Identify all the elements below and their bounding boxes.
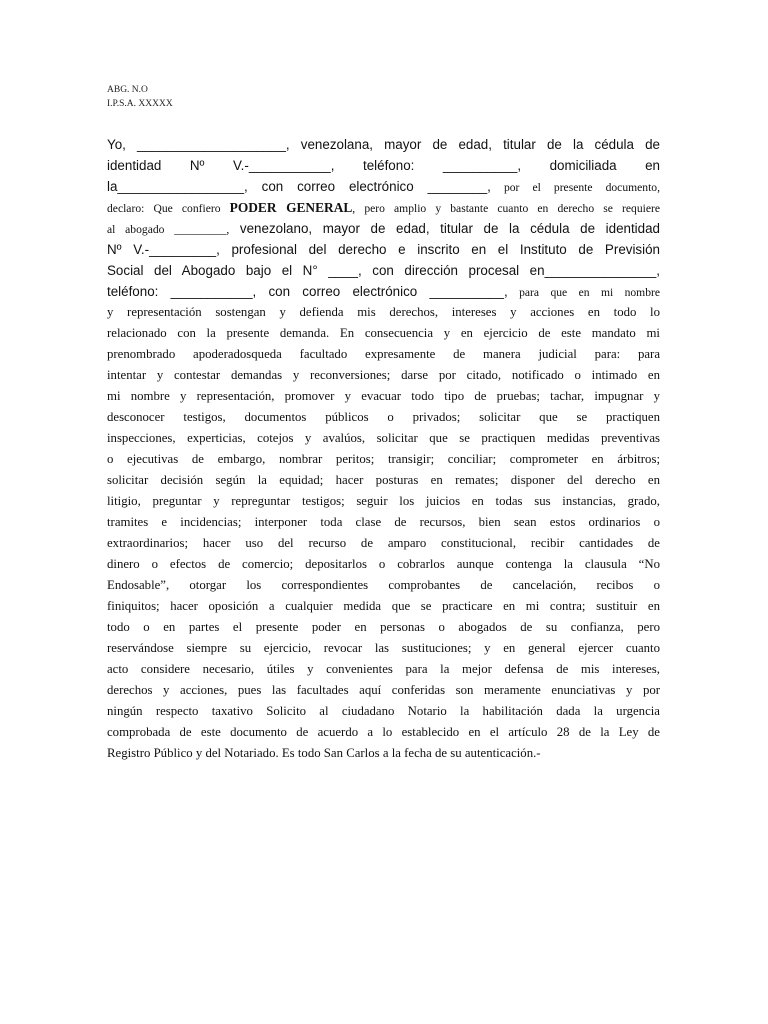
body-line: todo o en partes el presente poder en personas o abogados de su confianza, pero (107, 620, 660, 634)
body-line (107, 176, 660, 197)
body-line (107, 218, 660, 239)
body-line: derechos y acciones, pues las facultades aquí conferidas son meramente enunciativas y por (107, 683, 660, 697)
body-line: reservándose siempre su ejercicio, revocar las sustituciones; y en general ejercer cuanto (107, 641, 660, 655)
body-line: Social del Abogado bajo el N° ____, con dirección procesal en_______________, (107, 263, 660, 278)
body-line: prenombrado apoderadosqueda facultado expresamente de manera judicial para: para (107, 347, 660, 361)
body-line-part: declaro: Que confiero (107, 202, 230, 215)
document-body (107, 134, 660, 764)
body-line: relacionado con la presente demanda. En consecuencia y en ejercicio de este mandato mi (107, 326, 660, 340)
body-line: finiquitos; hacer oposición a cualquier medida que se practicare en mi contra; sustituir en (107, 599, 660, 613)
body-line-final: Registro Público y del Notariado. Es todo San Carlos a la fecha de su autenticación.- (107, 746, 541, 760)
body-line (107, 197, 660, 218)
body-line: tramites e incidencias; interponer toda clase de recursos, bien sean estos ordinarios o (107, 515, 660, 529)
body-line: o ejecutivas de embargo, nombrar peritos; transigir; conciliar; comprometer en árbitros; (107, 452, 660, 466)
body-line (107, 281, 660, 302)
document-header (107, 84, 407, 111)
body-line-part: por el presente documento, (490, 181, 660, 194)
body-line-part: teléfono: ___________, con correo electrónico __________, (107, 284, 508, 299)
body-line: extraordinarios; hacer uso del recurso de amparo constitucional, recibir cantidades de (107, 536, 660, 550)
body-line-part: la_________________, con correo electrónico ________, (107, 179, 491, 194)
body-line: mi nombre y representación, promover y evacuar todo tipo de pruebas; tachar, impugnar y (107, 389, 660, 403)
body-line: Nº V.-_________, profesional del derecho e inscrito en el Instituto de Previsión (107, 242, 660, 257)
body-line: litigio, preguntar y repreguntar testigos; seguir los juicios en todas sus instancias, grado, (107, 494, 660, 508)
body-line: comprobada de este documento de acuerdo a lo establecido en el artículo 28 de la Ley de (107, 725, 660, 739)
body-line: ningún respecto taxativo Solicito al ciudadano Notario la habilitación dada la urgencia (107, 704, 660, 718)
body-line: Yo, ____________________, venezolana, mayor de edad, titular de la cédula de (107, 137, 660, 152)
body-line: intentar y contestar demandas y reconversiones; darse por citado, notificado o intimado en (107, 368, 660, 382)
poder-general-heading: PODER GENERAL (229, 200, 353, 215)
body-line-part: al abogado _________, (107, 223, 230, 236)
lawyer-ipsa-number: I.P.S.A. XXXXX (107, 98, 173, 109)
body-line: inspecciones, experticias, cotejos y avalúos, solicitar que se practiquen medidas preventivas (107, 431, 660, 445)
body-line: Endosable”, otorgar los correspondientes comprobantes de cancelación, recibos o (107, 578, 660, 592)
lawyer-name: ABG. N.O (107, 85, 148, 95)
body-line-part: para que en mi nombre (507, 286, 660, 299)
body-line-part: venezolano, mayor de edad, titular de la cédula de identidad (229, 221, 660, 236)
body-line: identidad Nº V.-___________, teléfono: __________, domiciliada en (107, 158, 660, 173)
body-line-part: , pero amplio y bastante cuanto en derecho se requiere (352, 202, 660, 215)
body-line: dinero o efectos de comercio; depositarlos o cobrarlos aunque contenga la clausula “No (107, 557, 660, 571)
body-line: acto considere necesario, útiles y convenientes para la mejor defensa de mis intereses, (107, 662, 660, 676)
body-line: y representación sostengan y defienda mis derechos, intereses y acciones en todo lo (107, 305, 660, 319)
body-line: solicitar decisión según la equidad; hacer posturas en remates; disponer del derecho en (107, 473, 660, 487)
body-line: desconocer testigos, documentos públicos o privados; solicitar que se practiquen (107, 410, 660, 424)
